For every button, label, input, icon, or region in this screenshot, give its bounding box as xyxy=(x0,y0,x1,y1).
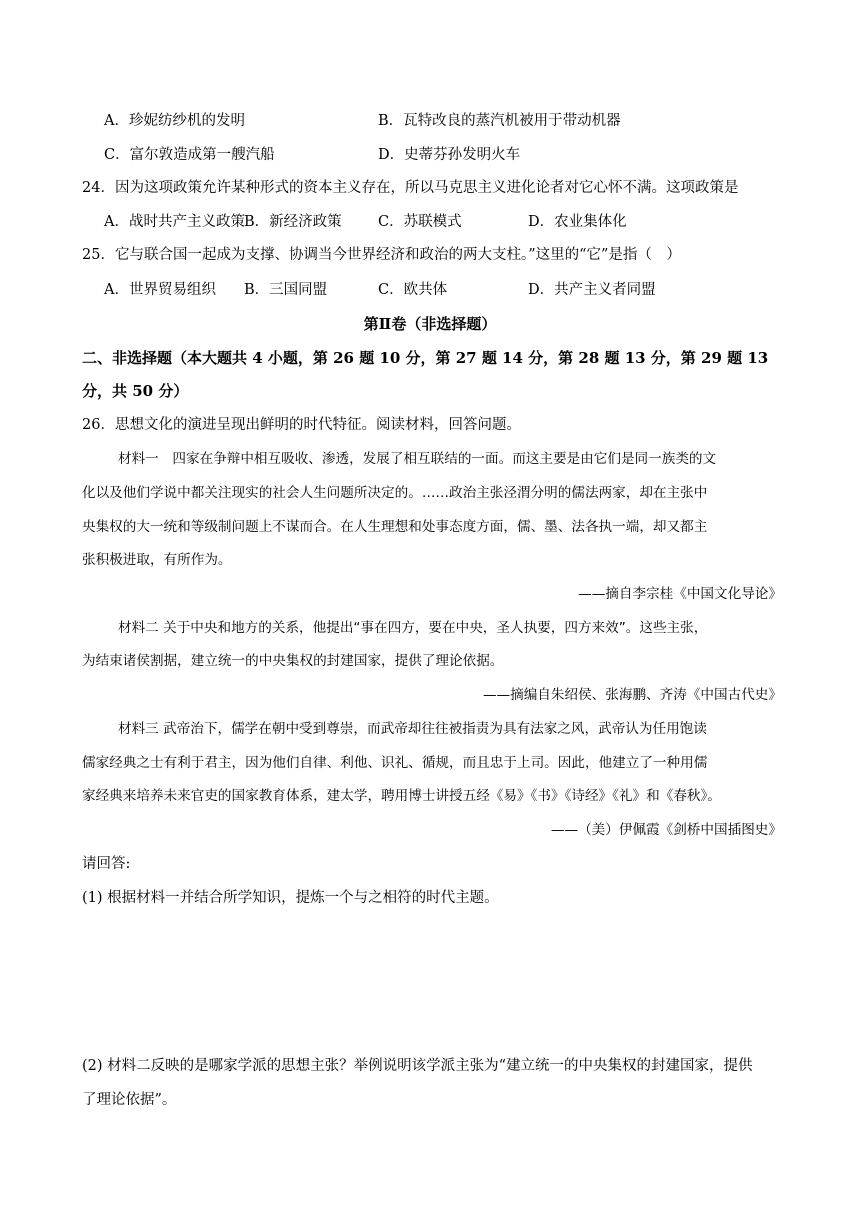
material1-line: 央集权的大一统和等级制问题上不谋而合。在人生理想和处事态度方面，儒、墨、法各执一端，却又都主 xyxy=(82,519,708,535)
material3-line: 材料三 武帝治下，儒学在朝中受到尊崇，而武帝却往往被指责为具有法家之风，武帝认为任用饱读 xyxy=(118,721,707,737)
section-title: 第Ⅱ卷（非选择题） xyxy=(363,315,497,333)
subquestion-2-line1: (2) 材料二反映的是哪家学派的思想主张？举例说明该学派主张为“建立统一的中央集权的封建国家，提供 xyxy=(82,1058,753,1074)
material1-line: 化以及他们学说中都关注现实的社会人生问题所决定的。……政治主张泾渭分明的儒法两家，却在主张中 xyxy=(82,485,708,501)
material2-line: 为结束诸侯割据，建立统一的中央集权的封建国家，提供了理论依据。 xyxy=(82,653,504,669)
material2-source: ——摘编自朱绍侯、张海鹏、齐涛《中国古代史》 xyxy=(482,687,782,703)
q23-option-d: D．史蒂芬孙发明火车 xyxy=(378,147,521,163)
q24-option-d: D．农业集体化 xyxy=(528,214,627,230)
material1-line: 材料一 四家在争辩中相互吸收、渗透，发展了相互联结的一面。而这主要是由它们是同一族类的文 xyxy=(118,451,717,467)
q24-option-b: B．新经济政策 xyxy=(244,214,342,230)
q23-option-a: A．珍妮纺纱机的发明 xyxy=(104,113,245,129)
answer-prompt: 请回答: xyxy=(82,856,131,872)
section-header-line1: 二、非选择题（本大题共 4 小题，第 26 题 10 分，第 27 题 14 分，第 28 题 13 分，第 29 题 13 xyxy=(82,349,769,367)
section-header-line2: 分，共 50 分） xyxy=(82,382,189,400)
material3-line: 儒家经典之士有利于君主，因为他们自律、利他、识礼、循规，而且忠于上司。因此，他建立了一种用儒 xyxy=(82,755,708,771)
q26-stem: 26．思想文化的演进呈现出鲜明的时代特征。阅读材料，回答问题。 xyxy=(82,417,521,433)
q23-option-c: C．富尔敦造成第一艘汽船 xyxy=(104,147,275,163)
q25-option-b: B．三国同盟 xyxy=(244,282,328,298)
q25-stem: 25．它与联合国一起成为支撑、协调当今世界经济和政治的两大支柱。”这里的“它”是指（ ） xyxy=(82,247,681,263)
material2-line: 材料二 关于中央和地方的关系，他提出“事在四方，要在中央，圣人执要，四方来效”。这些主张， xyxy=(118,620,708,636)
material1-source: ——摘自李宗桂《中国文化导论》 xyxy=(578,586,782,602)
q25-option-d: D．共产主义者同盟 xyxy=(528,282,656,298)
material3-line: 家经典来培养未来官吏的国家教育体系，建太学，聘用博士讲授五经《易》《书》《诗经》《礼》和《春秋》。 xyxy=(82,788,721,804)
material1-line: 张积极进取，有所作为。 xyxy=(82,552,232,568)
q24-option-a: A．战时共产主义政策 xyxy=(104,214,245,230)
q25-option-c: C．欧共体 xyxy=(378,282,448,298)
q24-stem: 24．因为这项政策允许某种形式的资本主义存在，所以马克思主义进化论者对它心怀不满。这项政策是 xyxy=(82,180,739,196)
subquestion-1: (1) 根据材料一并结合所学知识，提炼一个与之相符的时代主题。 xyxy=(82,890,499,906)
q23-option-b: B．瓦特改良的蒸汽机被用于带动机器 xyxy=(378,113,621,129)
q25-option-a: A．世界贸易组织 xyxy=(104,282,216,298)
material3-source: ——（美）伊佩霞《剑桥中国插图史》 xyxy=(550,822,782,838)
q24-option-c: C．苏联模式 xyxy=(378,214,462,230)
subquestion-2-line2: 了理论依据”。 xyxy=(82,1092,177,1108)
